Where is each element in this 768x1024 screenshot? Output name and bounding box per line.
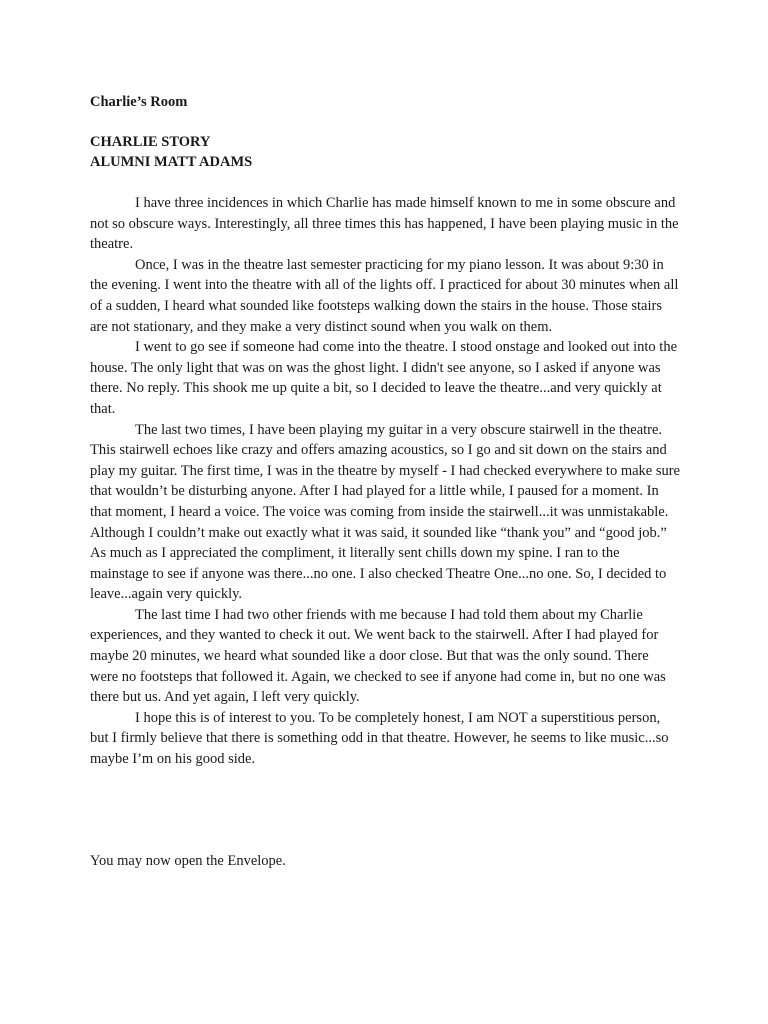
room-title: Charlie’s Room bbox=[90, 94, 188, 110]
story-paragraph: The last two times, I have been playing my guitar in a very obscure stairwell in the theatre. This stairwell echoes like crazy and offers amazing acoustics, so I go and sit down on the stairs and play my guitar. The first time, I was in the theatre by myself - I had checked everywhere to make sure that wouldn’t be disturbing anyone. After I had played for a little while, I paused for a moment. In that moment, I heard a voice. The voice was coming from inside the stairwell...it was unmistakable. Although I couldn’t make out exactly what it was said, it sounded like “thank you” and “good job.” As much as I appreciated the compliment, it literally sent chills down my spine. I ran to the mainstage to see if anyone was there...no one. I also checked Theatre One...no one. So, I decided to leave...again very quickly. bbox=[90, 421, 680, 603]
document-page bbox=[90, 92, 680, 770]
story-body bbox=[90, 193, 680, 770]
story-title: CHARLIE STORY bbox=[90, 134, 211, 150]
envelope-instruction: You may now open the Envelope. bbox=[90, 853, 286, 869]
story-paragraph: The last time I had two other friends with me because I had told them about my Charlie experiences, and they wanted to check it out. We went back to the stairwell. After I had played for maybe 20 minutes, we heard what sounded like a door close. But that was the only sound. There were no footsteps that followed it. Again, we checked to see if anyone had come in, but no one was there but us. And yet again, I left very quickly. bbox=[90, 606, 666, 706]
story-paragraph: Once, I was in the theatre last semester practicing for my piano lesson. It was about 9:30 in the evening. I went into the theatre with all of the lights off. I practiced for about 30 minutes when all of a sudden, I heard what sounded like footsteps walking down the stairs in the house. Those stairs are not stationary, and they make a very distinct sound when you walk on them. bbox=[90, 256, 679, 335]
story-paragraph: I have three incidences in which Charlie has made himself known to me in some obscure and not so obscure ways. Interestingly, all three times this has happened, I have been playing music in the theatre. bbox=[90, 195, 679, 253]
story-author: ALUMNI MATT ADAMS bbox=[90, 154, 253, 170]
story-paragraph: I went to go see if someone had come into the theatre. I stood onstage and looked out into the house. The only light that was on was the ghost light. I didn't see anyone, so I asked if anyone was there. No reply. This shook me up quite a bit, so I decided to leave the theatre...and very quickly at that. bbox=[90, 339, 678, 417]
story-paragraph: I hope this is of interest to you. To be completely honest, I am NOT a superstitious person, but I firmly believe that there is something odd in that theatre. However, he seems to like music...so maybe I’m on his good side. bbox=[90, 709, 669, 768]
story-heading bbox=[90, 132, 680, 172]
